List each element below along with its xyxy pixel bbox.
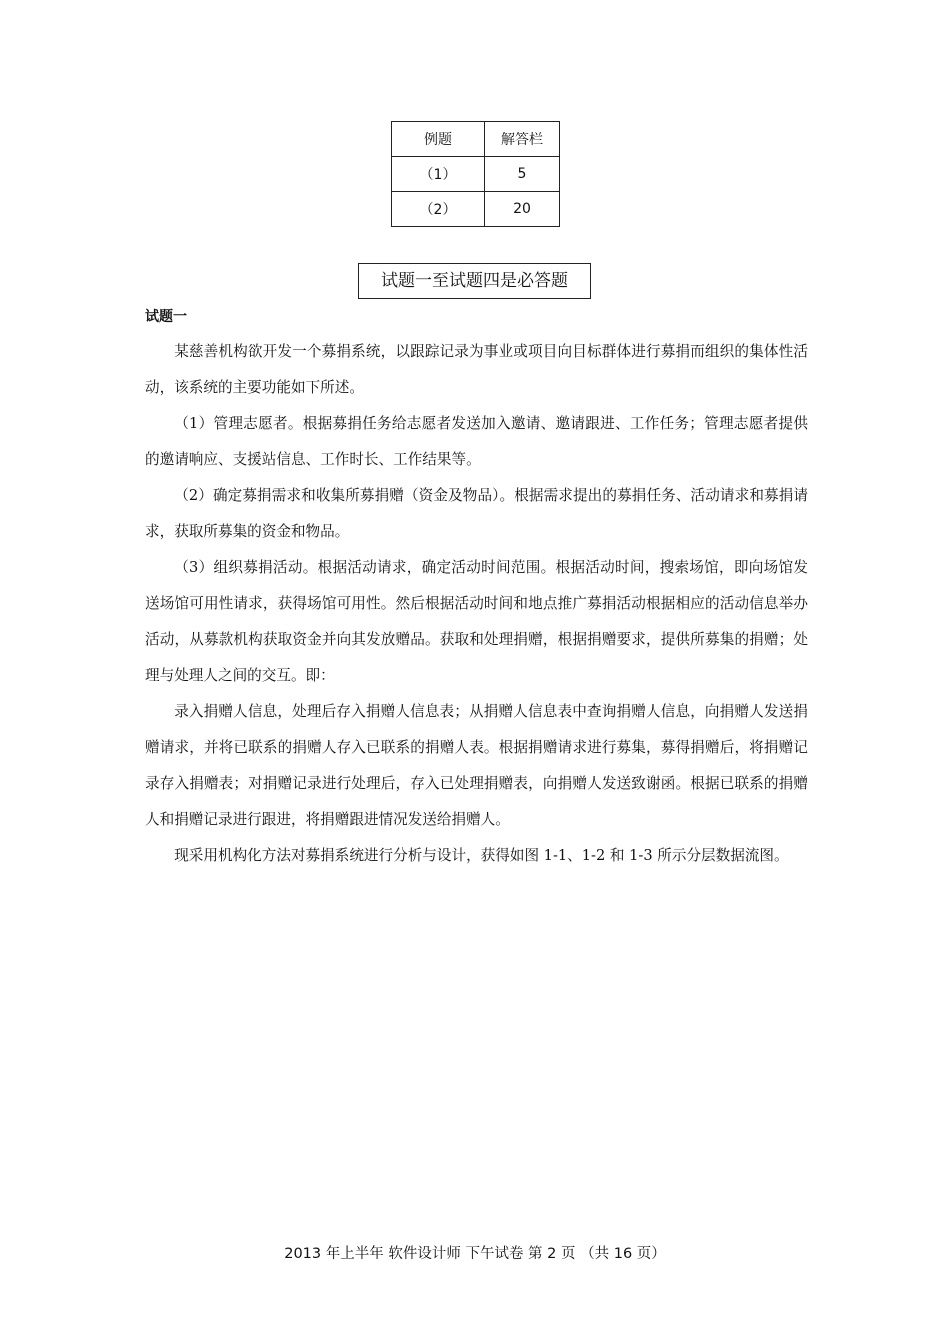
table-cell: （2） <box>392 192 485 227</box>
paragraph: 现采用机构化方法对募捐系统进行分析与设计，获得如图 1-1、1-2 和 1-3 所示分层数据流图。 <box>174 847 789 864</box>
paragraph: 某慈善机构欲开发一个募捐系统，以跟踪记录为事业或项目向目标群体进行募捐而组织的集体性活动，该系统的主要功能如下所述。 <box>145 343 808 396</box>
paragraph: （2）确定募捐需求和收集所募捐赠（资金及物品）。根据需求提出的募捐任务、活动请求和募捐请求，获取所募集的资金和物品。 <box>145 487 808 540</box>
required-questions-box: 试题一至试题四是必答题 <box>358 263 591 299</box>
table-row <box>392 192 560 227</box>
table-header-cell: 解答栏 <box>485 122 560 157</box>
table-header-row <box>392 122 560 157</box>
page-footer: 2013 年上半年 软件设计师 下午试卷 第 2 页 （共 16 页） <box>284 1246 666 1262</box>
question-title: 试题一 <box>145 309 187 325</box>
answer-table <box>391 121 560 227</box>
table-cell: 5 <box>485 157 560 192</box>
table-cell: 20 <box>485 192 560 227</box>
table-cell: （1） <box>392 157 485 192</box>
table-header-cell: 例题 <box>392 122 485 157</box>
paragraph: 录入捐赠人信息，处理后存入捐赠人信息表；从捐赠人信息表中查询捐赠人信息，向捐赠人发送捐赠请求，并将已联系的捐赠人存入已联系的捐赠人表。根据捐赠请求进行募集，募得捐赠后，将捐赠记录存入捐赠表；对捐赠记录进行处理后，存入已处理捐赠表，向捐赠人发送致谢函。根据已联系的捐赠人和捐赠记录进行跟进，将捐赠跟进情况发送给捐赠人。 <box>145 703 808 828</box>
paragraph: （1）管理志愿者。根据募捐任务给志愿者发送加入邀请、邀请跟进、工作任务；管理志愿者提供的邀请响应、支援站信息、工作时长、工作结果等。 <box>145 415 808 468</box>
question-body <box>145 334 808 874</box>
table-row <box>392 157 560 192</box>
paragraph: （3）组织募捐活动。根据活动请求，确定活动时间范围。根据活动时间，搜索场馆，即向场馆发送场馆可用性请求，获得场馆可用性。然后根据活动时间和地点推广募捐活动根据相应的活动信息举办活动，从募款机构获取资金并向其发放赠品。获取和处理捐赠，根据捐赠要求，提供所募集的捐赠；处理与处理人之间的交互。即： <box>145 559 808 684</box>
